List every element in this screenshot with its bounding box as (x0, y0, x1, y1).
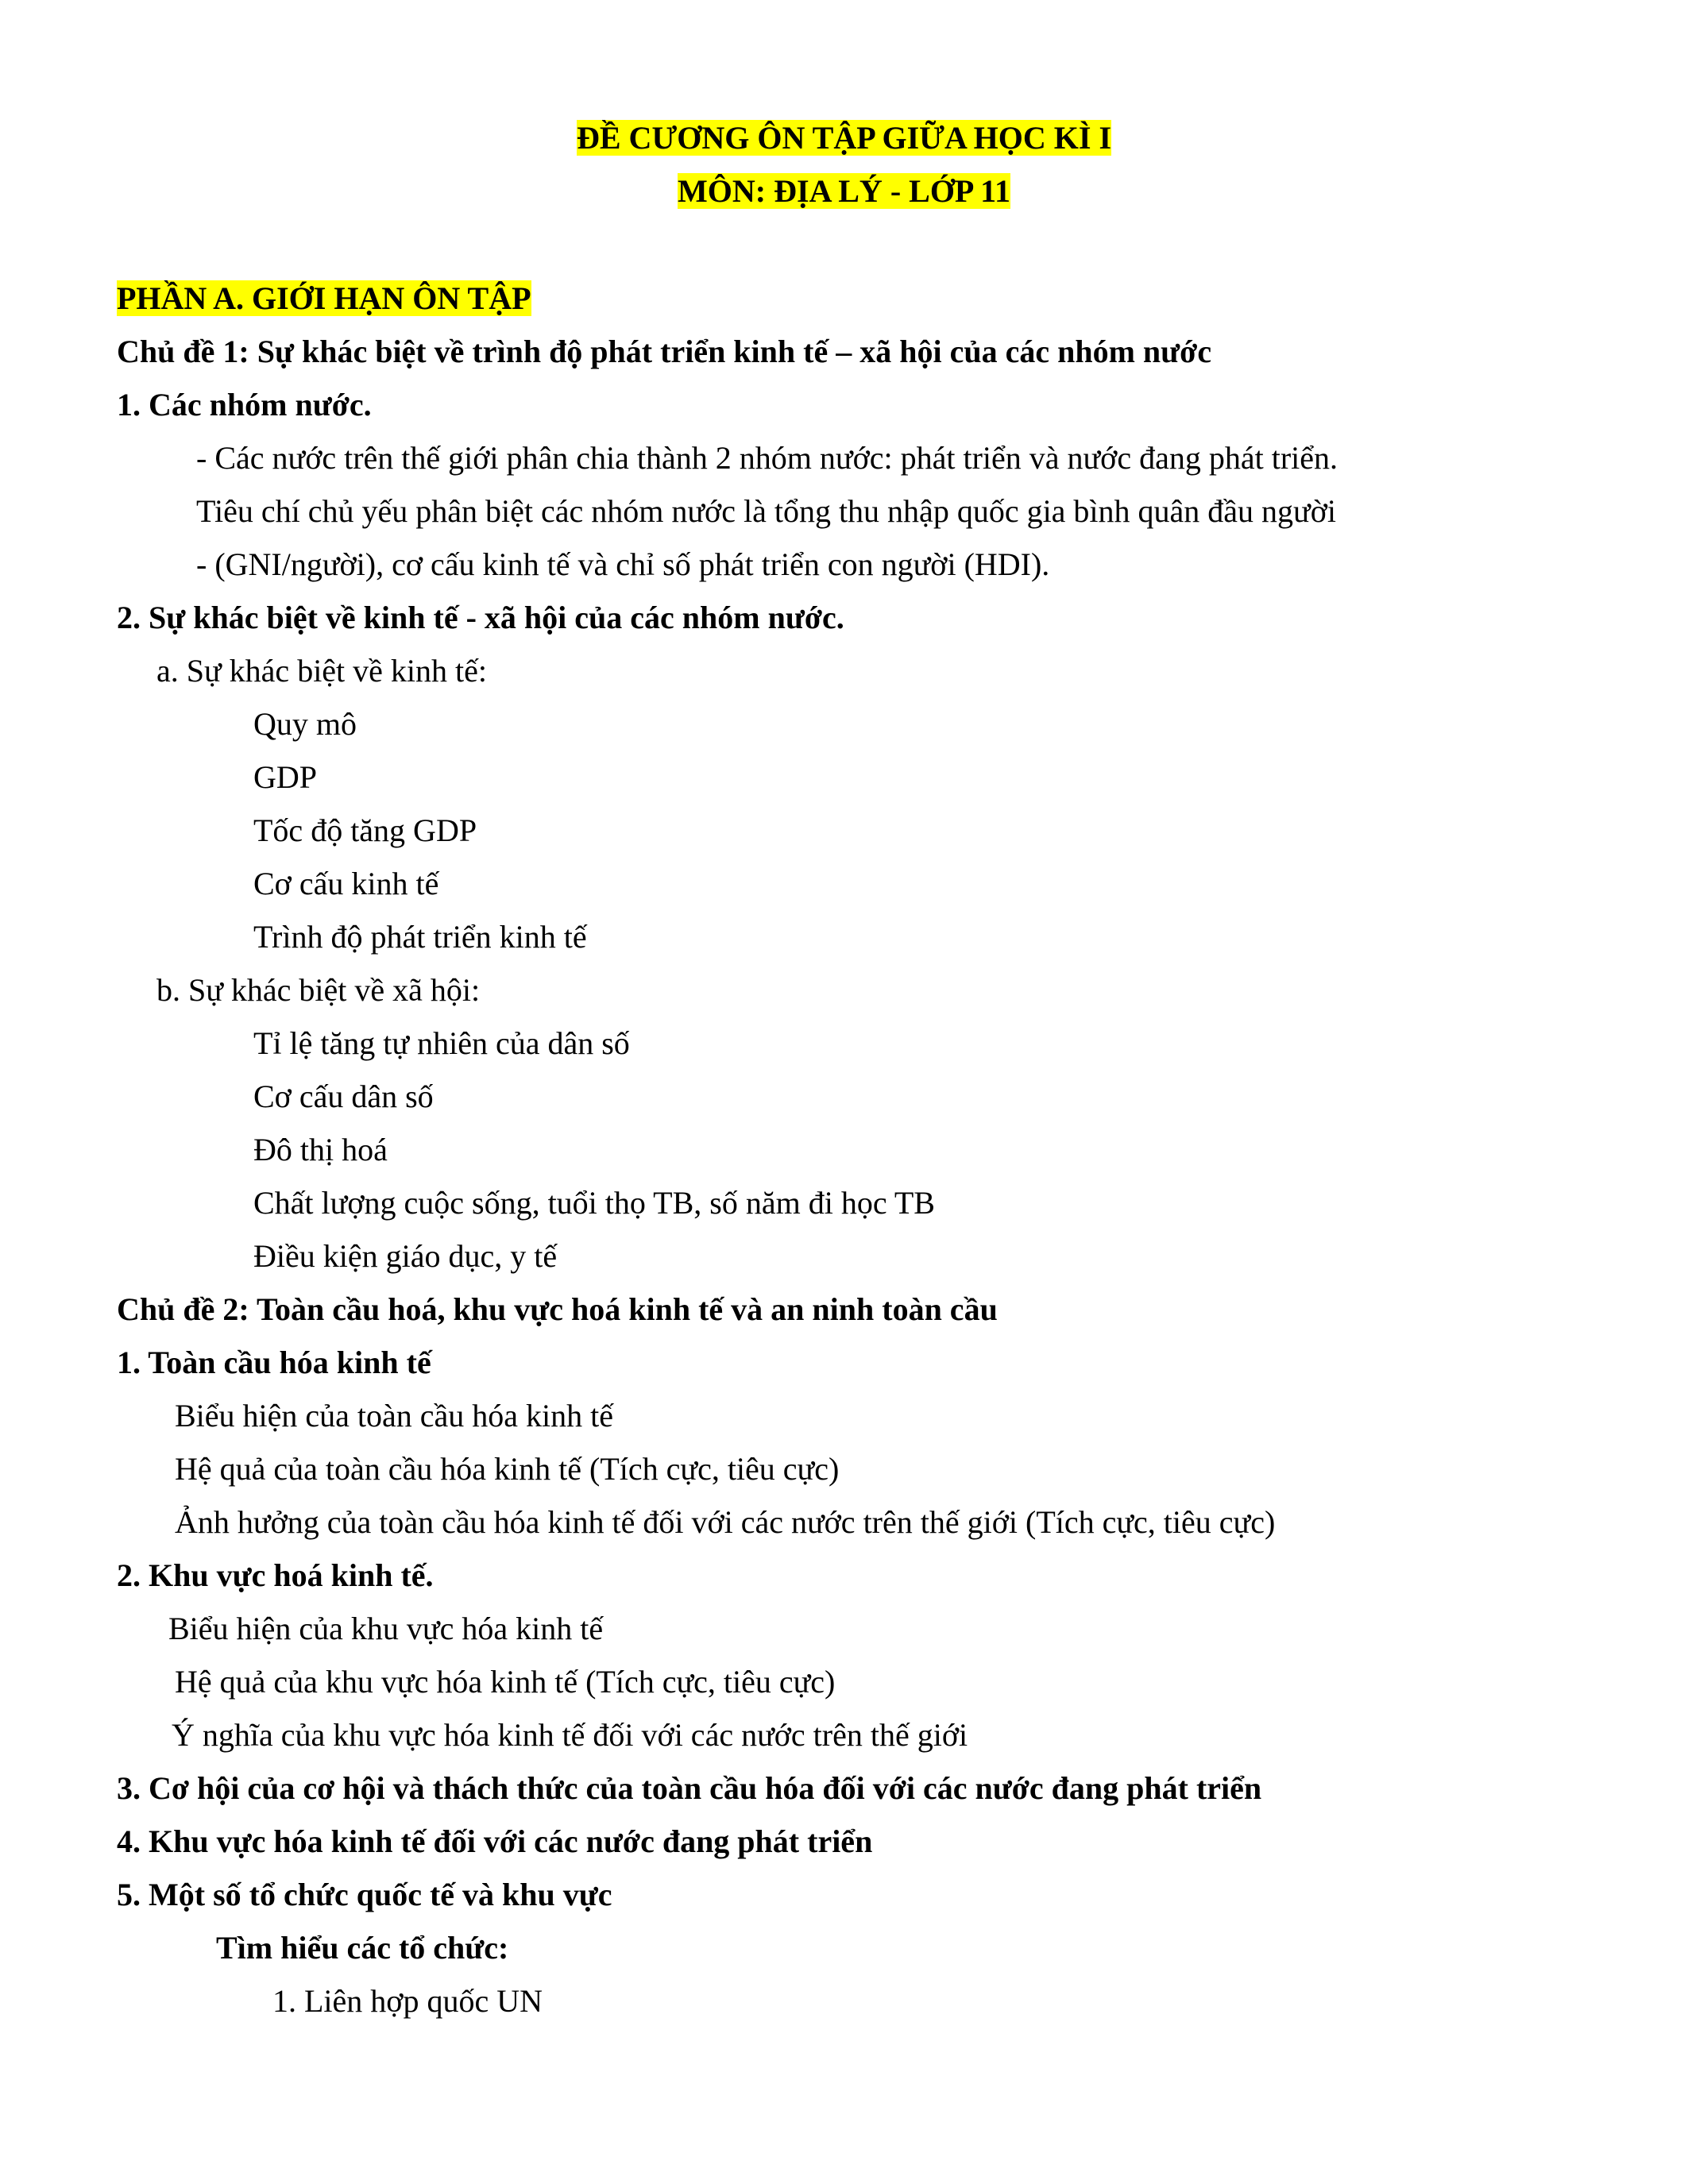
globalization-item: Ảnh hưởng của toàn cầu hóa kinh tế đối với các nước trên thế giới (Tích cực, tiêu cực) (175, 1504, 1276, 1540)
social-item: Tỉ lệ tăng tự nhiên của dân số (253, 1025, 630, 1061)
economic-item: Cơ cấu kinh tế (253, 866, 439, 901)
topic2-section4-heading: 4. Khu vực hóa kinh tế đối với các nước đang phát triển (117, 1823, 873, 1859)
globalization-item: Hệ quả của toàn cầu hóa kinh tế (Tích cực, tiêu cực) (175, 1451, 840, 1487)
economic-item: Quy mô (253, 706, 357, 742)
social-item: Đô thị hoá (253, 1132, 388, 1167)
topic1-section1-heading: 1. Các nhóm nước. (117, 387, 372, 423)
regionalization-item: Hệ quả của khu vực hóa kinh tế (Tích cực, tiêu cực) (175, 1664, 836, 1700)
topic1-section1-paragraph-1: - Các nước trên thế giới phân chia thành 2 nhóm nước: phát triển và nước đang phát triển. (196, 440, 1338, 476)
economic-item: Tốc độ tăng GDP (253, 812, 477, 848)
topic2-section2-heading: 2. Khu vực hoá kinh tế. (117, 1557, 434, 1593)
document-subtitle: MÔN: ĐỊA LÝ - LỚP 11 (678, 173, 1010, 209)
social-item: Chất lượng cuộc sống, tuổi thọ TB, số năm đi học TB (253, 1185, 935, 1221)
organizations-subheading: Tìm hiểu các tổ chức: (216, 1930, 509, 1966)
economic-item: Trình độ phát triển kinh tế (253, 919, 587, 955)
topic1-section1-paragraph-3: - (GNI/người), cơ cấu kinh tế và chỉ số phát triển con người (HDI). (196, 546, 1050, 582)
social-item: Điều kiện giáo dục, y tế (253, 1238, 558, 1274)
part-a-heading-line (117, 278, 531, 319)
economic-difference-label: a. Sự khác biệt về kinh tế: (156, 653, 488, 689)
part-a-heading: PHẦN A. GIỚI HẠN ÔN TẬP (117, 280, 531, 316)
document-title: ĐỀ CƯƠNG ÔN TẬP GIỮA HỌC KÌ I (576, 120, 1112, 156)
regionalization-item: Biểu hiện của khu vực hóa kinh tế (168, 1611, 604, 1646)
document-title-line1 (0, 118, 1688, 159)
topic1-section1-paragraph-2: Tiêu chí chủ yếu phân biệt các nhóm nước là tổng thu nhập quốc gia bình quân đầu người (196, 493, 1336, 529)
topic2-section1-heading: 1. Toàn cầu hóa kinh tế (117, 1345, 431, 1380)
organization-item: 1. Liên hợp quốc UN (272, 1983, 543, 2019)
regionalization-item: Ý nghĩa của khu vực hóa kinh tế đối với các nước trên thế giới (172, 1717, 968, 1753)
social-item: Cơ cấu dân số (253, 1078, 434, 1114)
globalization-item: Biểu hiện của toàn cầu hóa kinh tế (175, 1398, 614, 1433)
topic1-section2-heading: 2. Sự khác biệt về kinh tế - xã hội của các nhóm nước. (117, 600, 844, 635)
topic2-section5-heading: 5. Một số tổ chức quốc tế và khu vực (117, 1877, 612, 1912)
topic2-section3-heading: 3. Cơ hội của cơ hội và thách thức của toàn cầu hóa đối với các nước đang phát triển (117, 1770, 1262, 1806)
economic-item: GDP (253, 759, 318, 795)
topic1-heading: Chủ đề 1: Sự khác biệt về trình độ phát triển kinh tế – xã hội của các nhóm nước (117, 334, 1212, 369)
topic2-heading: Chủ đề 2: Toàn cầu hoá, khu vực hoá kinh tế và an ninh toàn cầu (117, 1291, 998, 1327)
document-subtitle-line (0, 171, 1688, 212)
social-difference-label: b. Sự khác biệt về xã hội: (156, 972, 481, 1008)
